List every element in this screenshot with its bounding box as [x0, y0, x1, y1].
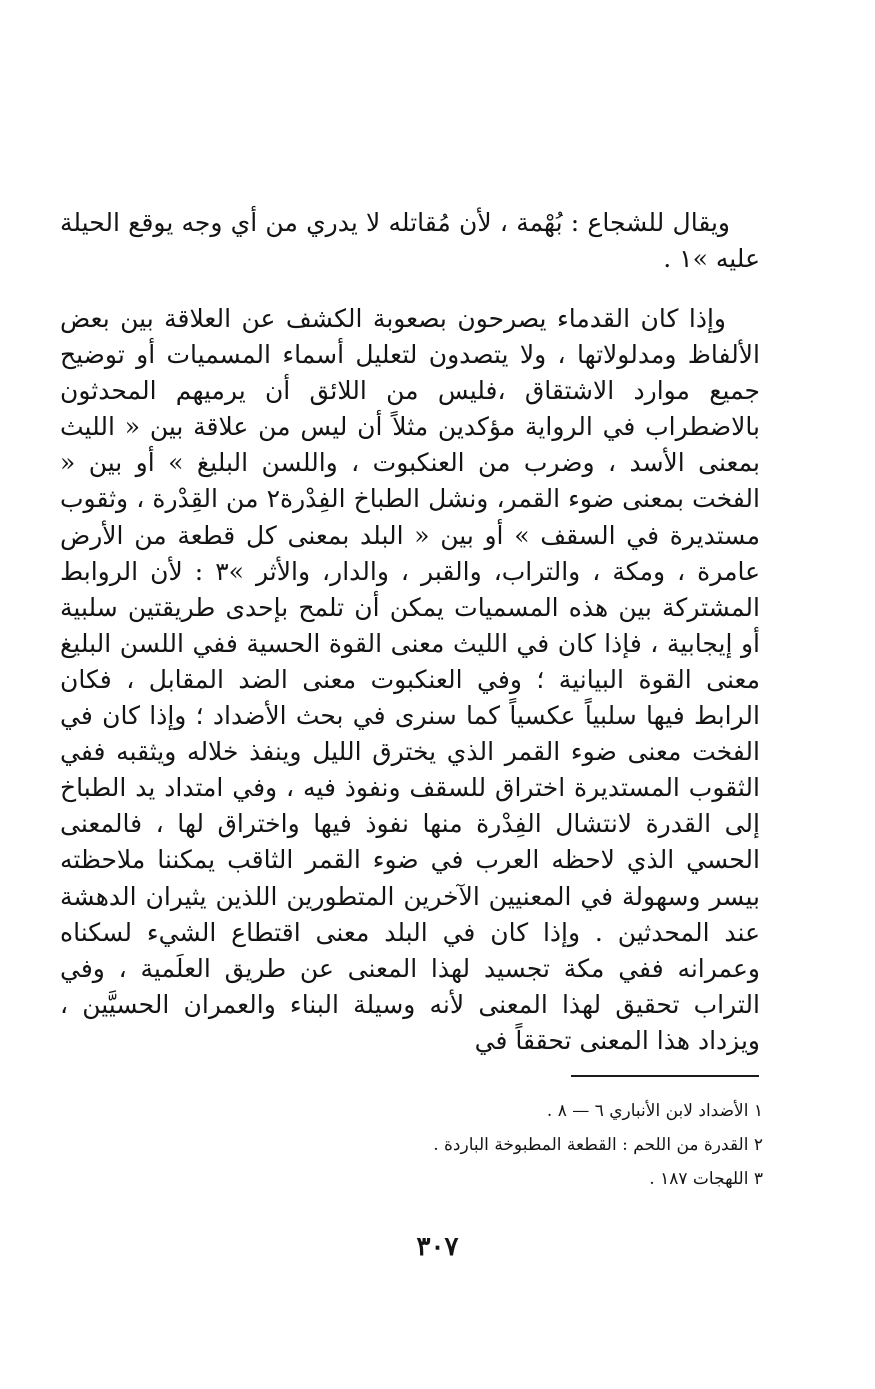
main-paragraph: وإذا كان القدماء يصرحون بصعوبة الكشف عن العلاقة بين بعض الألفاظ ومدلولاتها ، ولا يتصدون لتعليل أسماء المسميات أو توضيح جميع موارد الاشتقاق ،فليس من اللائق أن يرميهم المحدثون بالاضطراب في الرواية مؤكدين مثلاً أن ليس من علاقة بين « الليث بمعنى الأسد ، وضرب من العنكبوت ، واللسن البليغ » أو بين « الفخت بمعنى ضوء القمر، ونشل الطباخ الفِدْرة٢ من القِدْرة ، وثقوب مستديرة في السقف » أو بين « البلد بمعنى كل قطعة من الأرض عامرة ، ومكة ، والتراب، والقبر ، والدار، والأثر »٣ : لأن الروابط المشتركة بين هذه المسميات يمكن أن تلمح بإحدى طريقتين سلبية أو إيجابية ، فإذا كان في الليث معنى القوة الحسية ففي اللسن البليغ معنى القوة البيانية ؛ وفي العنكبوت معنى الضد المقابل ، فكان الرابط فيها سلبياً عكسياً كما سنرى في بحث الأضداد ؛ وإذا كان في الفخت معنى ضوء القمر الذي يخترق الليل وينفذ خلاله ويثقبه ففي الثقوب المستديرة اختراق للسقف ونفوذ فيه ، وفي امتداد يد الطباخ إلى القدرة لانتشال الفِدْرة منها نفوذ فيها واختراق لها ، فالمعنى الحسي الذي لاحظه العرب في ضوء القمر الثاقب يمكننا ملاحظته بيسر وسهولة في المعنيين الآخرين المتطورين اللذين يثيران الدهشة عند المحدثين . وإذا كان في البلد معنى اقتطاع الشيء لسكناه وعمرانه ففي مكة تجسيد لهذا المعنى عن طريق العلَمية ، وفي التراب تحقيق لهذا المعنى لأنه وسيلة البناء والعمران الحسيَّين ، ويزداد هذا المعنى تحققاً في — [60, 304, 760, 1055]
footnote-separator — [571, 1075, 759, 1077]
footnote-item: ٢ القدرة من اللحم : القطعة المطبوخة الباردة . — [433, 1135, 763, 1155]
footnote-item: ٣ اللهجات ١٨٧ . — [649, 1169, 763, 1189]
intro-paragraph: ويقال للشجاع : بُهْمة ، لأن مُقاتله لا يدري من أي وجه يوقع الحيلة عليه »١ . — [60, 208, 760, 273]
page-number: ٣٠٧ — [416, 1232, 459, 1262]
footnote-item: ١ الأضداد لابن الأنباري ٦ — ٨ . — [546, 1101, 763, 1121]
footnotes-list — [243, 1094, 763, 1196]
